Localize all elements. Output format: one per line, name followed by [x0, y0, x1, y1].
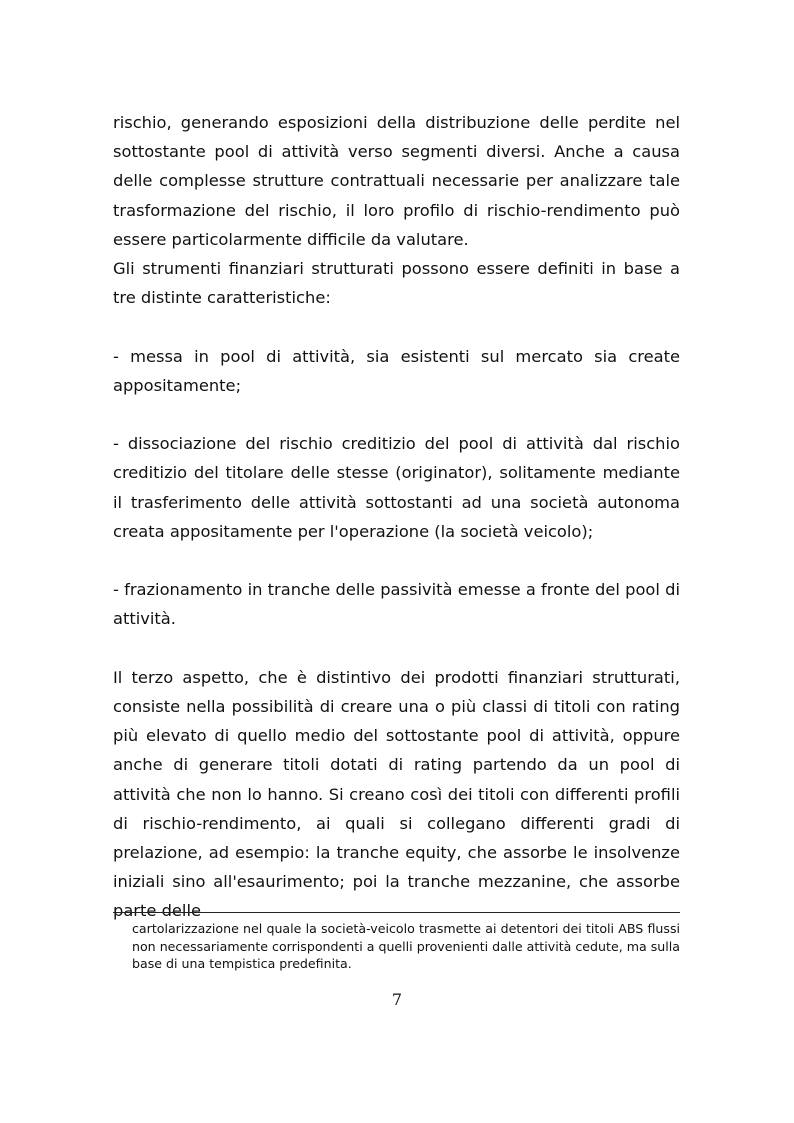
spacer — [113, 400, 680, 429]
list-item-risk-dissociation: - dissociazione del rischio creditizio del pool di attività dal rischio creditizio del titolare delle stesse (originator), solitamente mediante il trasferimento delle attività sottostanti ad una società autonoma creata appositamente per l'operazione (la società veicolo); — [113, 434, 680, 541]
spacer — [113, 312, 680, 341]
paragraph-characteristics-intro: Gli strumenti finanziari strutturati possono essere definiti in base a tre distinte caratteristiche: — [113, 259, 680, 308]
spacer — [113, 634, 680, 663]
footnote-separator — [113, 912, 680, 913]
page-number: 7 — [391, 990, 403, 1009]
spacer — [113, 546, 680, 575]
page-body — [113, 108, 680, 926]
footnote-text: cartolarizzazione nel quale la società-veicolo trasmette ai detentori dei titoli ABS flussi non necessariamente corrispondenti a quelli provenienti dalle attività cedute, ma sulla base di una tempistica predefinita. — [132, 921, 680, 972]
paragraph-third-aspect: Il terzo aspetto, che è distintivo dei prodotti finanziari strutturati, consiste nella possibilità di creare una o più classi di titoli con rating più elevato di quello medio del sottostante pool di attività, oppure anche di generare titoli dotati di rating partendo da un pool di attività che non lo hanno. Si creano così dei titoli con differenti profili di rischio-rendimento, ai quali si collegano differenti gradi di prelazione, ad esempio: la tranche equity, che assorbe le insolvenze iniziali sino all'esaurimento; poi la tranche mezzanine, che assorbe parte delle — [113, 667, 680, 921]
list-item-tranching: - frazionamento in tranche delle passività emesse a fronte del pool di attività. — [113, 580, 680, 629]
paragraph-risk-transformation: rischio, generando esposizioni della distribuzione delle perdite nel sottostante pool di attività verso segmenti diversi. Anche a causa delle complesse strutture contrattuali necessarie per analizzare tale trasformazione del rischio, il loro profilo di rischio-rendimento può essere particolarmente difficile da valutare. — [113, 113, 680, 249]
list-item-pooling: - messa in pool di attività, sia esistenti sul mercato sia create appositamente; — [113, 346, 680, 395]
